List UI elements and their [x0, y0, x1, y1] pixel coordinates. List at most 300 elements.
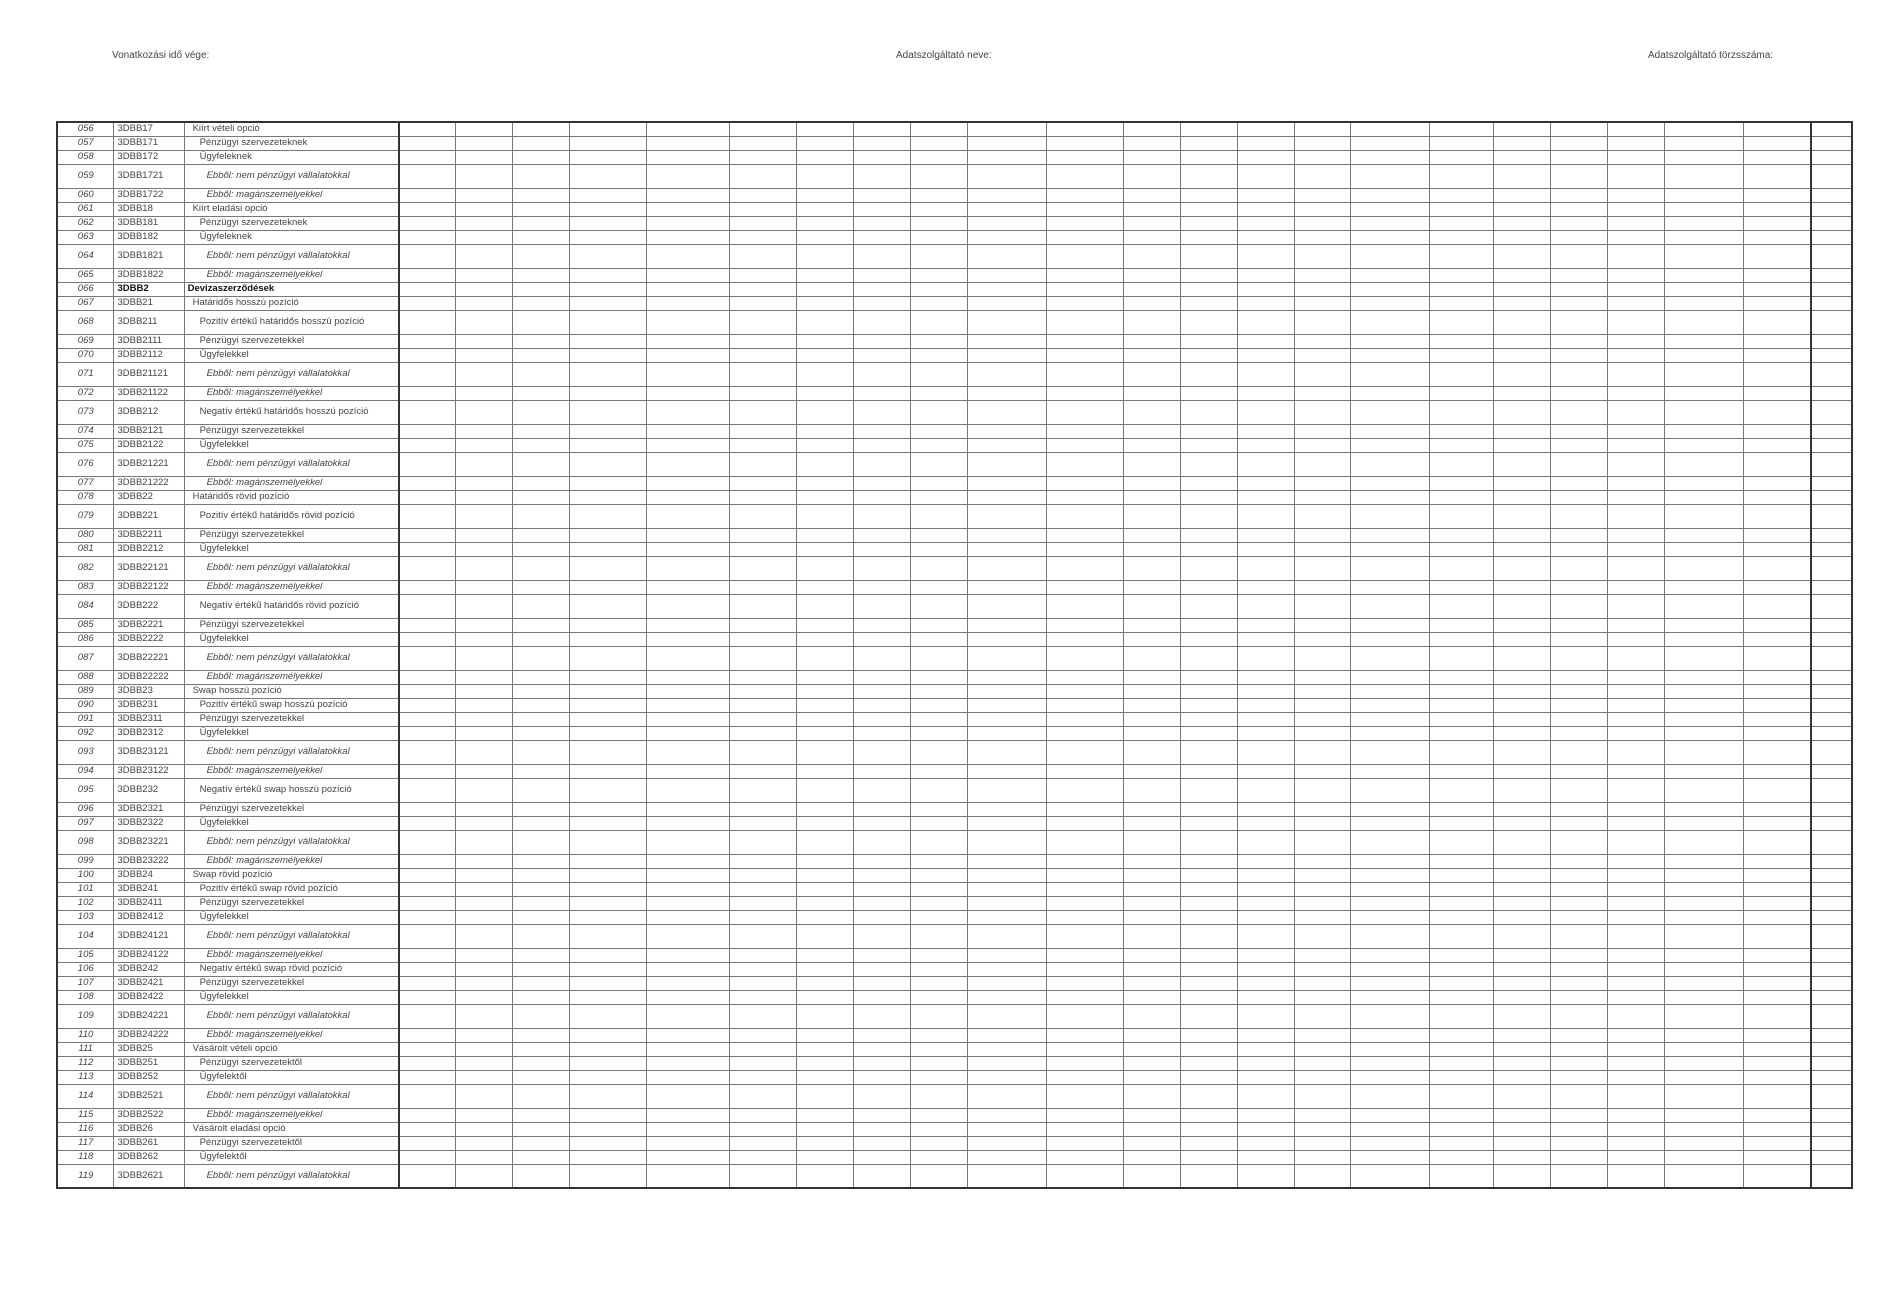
value-cell[interactable] [1607, 1004, 1664, 1028]
value-cell[interactable] [1430, 122, 1494, 136]
value-cell[interactable] [1294, 1084, 1351, 1108]
value-cell[interactable] [513, 670, 570, 684]
value-cell[interactable] [1550, 1070, 1607, 1084]
value-cell[interactable] [854, 1164, 911, 1188]
value-cell[interactable] [1664, 1108, 1743, 1122]
value-cell[interactable] [646, 712, 729, 726]
value-cell[interactable] [797, 188, 854, 202]
value-cell[interactable] [1607, 778, 1664, 802]
value-cell[interactable] [1743, 400, 1811, 424]
value-cell[interactable] [1743, 1122, 1811, 1136]
value-cell[interactable] [911, 1164, 968, 1188]
value-cell[interactable] [1550, 778, 1607, 802]
value-cell[interactable] [1180, 896, 1237, 910]
value-cell[interactable] [570, 334, 647, 348]
value-cell[interactable] [1123, 122, 1180, 136]
value-cell[interactable] [1493, 684, 1550, 698]
value-cell[interactable] [456, 504, 513, 528]
value-cell[interactable] [570, 1136, 647, 1150]
value-cell[interactable] [456, 1150, 513, 1164]
value-cell[interactable] [456, 882, 513, 896]
value-cell[interactable] [1664, 528, 1743, 542]
value-cell[interactable] [1664, 646, 1743, 670]
value-cell[interactable] [730, 400, 797, 424]
value-cell[interactable] [1607, 684, 1664, 698]
value-cell[interactable] [1351, 896, 1430, 910]
value-cell[interactable] [854, 712, 911, 726]
value-cell[interactable] [399, 490, 456, 504]
value-cell[interactable] [1237, 740, 1294, 764]
value-cell[interactable] [1123, 1108, 1180, 1122]
value-cell[interactable] [399, 948, 456, 962]
value-cell[interactable] [1743, 684, 1811, 698]
value-cell[interactable] [1493, 670, 1550, 684]
value-cell[interactable] [1294, 816, 1351, 830]
value-cell[interactable] [1550, 452, 1607, 476]
value-cell[interactable] [911, 896, 968, 910]
value-cell[interactable] [1743, 1042, 1811, 1056]
value-cell[interactable] [1811, 646, 1852, 670]
value-cell[interactable] [570, 386, 647, 400]
value-cell[interactable] [1237, 684, 1294, 698]
value-cell[interactable] [399, 670, 456, 684]
value-cell[interactable] [1237, 764, 1294, 778]
value-cell[interactable] [1493, 202, 1550, 216]
value-cell[interactable] [1550, 150, 1607, 164]
value-cell[interactable] [1743, 646, 1811, 670]
value-cell[interactable] [1294, 712, 1351, 726]
value-cell[interactable] [570, 244, 647, 268]
value-cell[interactable] [1351, 244, 1430, 268]
value-cell[interactable] [513, 1004, 570, 1028]
value-cell[interactable] [1607, 1056, 1664, 1070]
value-cell[interactable] [730, 816, 797, 830]
value-cell[interactable] [1180, 830, 1237, 854]
value-cell[interactable] [1811, 816, 1852, 830]
value-cell[interactable] [730, 202, 797, 216]
value-cell[interactable] [1493, 1070, 1550, 1084]
value-cell[interactable] [797, 542, 854, 556]
value-cell[interactable] [570, 868, 647, 882]
value-cell[interactable] [456, 868, 513, 882]
value-cell[interactable] [570, 136, 647, 150]
value-cell[interactable] [1811, 528, 1852, 542]
value-cell[interactable] [513, 296, 570, 310]
value-cell[interactable] [1664, 896, 1743, 910]
value-cell[interactable] [1493, 136, 1550, 150]
value-cell[interactable] [911, 712, 968, 726]
value-cell[interactable] [797, 268, 854, 282]
value-cell[interactable] [1493, 188, 1550, 202]
value-cell[interactable] [1811, 1084, 1852, 1108]
value-cell[interactable] [1180, 670, 1237, 684]
value-cell[interactable] [1123, 948, 1180, 962]
value-cell[interactable] [456, 764, 513, 778]
value-cell[interactable] [1664, 684, 1743, 698]
value-cell[interactable] [1664, 990, 1743, 1004]
value-cell[interactable] [513, 528, 570, 542]
value-cell[interactable] [1550, 476, 1607, 490]
value-cell[interactable] [797, 296, 854, 310]
value-cell[interactable] [513, 948, 570, 962]
value-cell[interactable] [968, 310, 1047, 334]
value-cell[interactable] [456, 684, 513, 698]
value-cell[interactable] [1180, 452, 1237, 476]
value-cell[interactable] [646, 1056, 729, 1070]
value-cell[interactable] [1550, 268, 1607, 282]
value-cell[interactable] [1430, 452, 1494, 476]
value-cell[interactable] [646, 868, 729, 882]
value-cell[interactable] [1811, 740, 1852, 764]
value-cell[interactable] [1811, 1056, 1852, 1070]
value-cell[interactable] [1430, 1004, 1494, 1028]
value-cell[interactable] [1664, 1136, 1743, 1150]
value-cell[interactable] [1046, 452, 1123, 476]
value-cell[interactable] [730, 618, 797, 632]
value-cell[interactable] [1607, 1084, 1664, 1108]
value-cell[interactable] [1607, 490, 1664, 504]
value-cell[interactable] [1180, 310, 1237, 334]
value-cell[interactable] [1180, 1136, 1237, 1150]
value-cell[interactable] [911, 452, 968, 476]
value-cell[interactable] [730, 188, 797, 202]
value-cell[interactable] [1237, 670, 1294, 684]
value-cell[interactable] [854, 1004, 911, 1028]
value-cell[interactable] [1664, 632, 1743, 646]
value-cell[interactable] [1493, 698, 1550, 712]
value-cell[interactable] [1430, 1084, 1494, 1108]
value-cell[interactable] [570, 296, 647, 310]
value-cell[interactable] [1811, 424, 1852, 438]
value-cell[interactable] [1743, 556, 1811, 580]
value-cell[interactable] [1237, 1108, 1294, 1122]
value-cell[interactable] [1493, 632, 1550, 646]
value-cell[interactable] [513, 1136, 570, 1150]
value-cell[interactable] [1493, 296, 1550, 310]
value-cell[interactable] [1430, 684, 1494, 698]
value-cell[interactable] [730, 556, 797, 580]
value-cell[interactable] [854, 670, 911, 684]
value-cell[interactable] [1123, 386, 1180, 400]
value-cell[interactable] [1550, 362, 1607, 386]
value-cell[interactable] [1550, 1108, 1607, 1122]
value-cell[interactable] [456, 632, 513, 646]
value-cell[interactable] [1493, 1004, 1550, 1028]
value-cell[interactable] [646, 646, 729, 670]
value-cell[interactable] [1743, 618, 1811, 632]
value-cell[interactable] [399, 816, 456, 830]
value-cell[interactable] [968, 962, 1047, 976]
value-cell[interactable] [1237, 504, 1294, 528]
value-cell[interactable] [1294, 542, 1351, 556]
value-cell[interactable] [730, 1084, 797, 1108]
value-cell[interactable] [456, 1108, 513, 1122]
value-cell[interactable] [1123, 268, 1180, 282]
value-cell[interactable] [456, 962, 513, 976]
value-cell[interactable] [1046, 976, 1123, 990]
value-cell[interactable] [399, 632, 456, 646]
value-cell[interactable] [854, 726, 911, 740]
value-cell[interactable] [911, 400, 968, 424]
value-cell[interactable] [1607, 528, 1664, 542]
value-cell[interactable] [1550, 296, 1607, 310]
value-cell[interactable] [1664, 962, 1743, 976]
value-cell[interactable] [1607, 424, 1664, 438]
value-cell[interactable] [968, 1122, 1047, 1136]
value-cell[interactable] [646, 764, 729, 778]
value-cell[interactable] [570, 202, 647, 216]
value-cell[interactable] [911, 1056, 968, 1070]
value-cell[interactable] [1237, 726, 1294, 740]
value-cell[interactable] [730, 594, 797, 618]
value-cell[interactable] [968, 740, 1047, 764]
value-cell[interactable] [1607, 244, 1664, 268]
value-cell[interactable] [797, 632, 854, 646]
value-cell[interactable] [797, 528, 854, 542]
value-cell[interactable] [1123, 764, 1180, 778]
value-cell[interactable] [1351, 990, 1430, 1004]
value-cell[interactable] [968, 684, 1047, 698]
value-cell[interactable] [1237, 268, 1294, 282]
value-cell[interactable] [730, 896, 797, 910]
value-cell[interactable] [1550, 740, 1607, 764]
value-cell[interactable] [513, 1070, 570, 1084]
value-cell[interactable] [1351, 1084, 1430, 1108]
value-cell[interactable] [456, 150, 513, 164]
value-cell[interactable] [1811, 1136, 1852, 1150]
value-cell[interactable] [854, 1084, 911, 1108]
value-cell[interactable] [1046, 490, 1123, 504]
value-cell[interactable] [1811, 268, 1852, 282]
value-cell[interactable] [1664, 580, 1743, 594]
value-cell[interactable] [1237, 528, 1294, 542]
value-cell[interactable] [1430, 556, 1494, 580]
value-cell[interactable] [1550, 924, 1607, 948]
value-cell[interactable] [1664, 816, 1743, 830]
value-cell[interactable] [968, 1084, 1047, 1108]
value-cell[interactable] [854, 230, 911, 244]
value-cell[interactable] [1180, 698, 1237, 712]
value-cell[interactable] [1180, 882, 1237, 896]
value-cell[interactable] [1351, 764, 1430, 778]
value-cell[interactable] [730, 164, 797, 188]
value-cell[interactable] [1180, 632, 1237, 646]
value-cell[interactable] [1607, 990, 1664, 1004]
value-cell[interactable] [854, 830, 911, 854]
value-cell[interactable] [1046, 632, 1123, 646]
value-cell[interactable] [1294, 476, 1351, 490]
value-cell[interactable] [1180, 990, 1237, 1004]
value-cell[interactable] [1351, 1136, 1430, 1150]
value-cell[interactable] [968, 556, 1047, 580]
value-cell[interactable] [456, 542, 513, 556]
value-cell[interactable] [1351, 348, 1430, 362]
value-cell[interactable] [797, 1070, 854, 1084]
value-cell[interactable] [1607, 1028, 1664, 1042]
value-cell[interactable] [456, 282, 513, 296]
value-cell[interactable] [1351, 868, 1430, 882]
value-cell[interactable] [1180, 216, 1237, 230]
value-cell[interactable] [1046, 244, 1123, 268]
value-cell[interactable] [570, 216, 647, 230]
value-cell[interactable] [1180, 726, 1237, 740]
value-cell[interactable] [1046, 1108, 1123, 1122]
value-cell[interactable] [646, 476, 729, 490]
value-cell[interactable] [1493, 1056, 1550, 1070]
value-cell[interactable] [1046, 670, 1123, 684]
value-cell[interactable] [730, 830, 797, 854]
value-cell[interactable] [1294, 556, 1351, 580]
value-cell[interactable] [911, 476, 968, 490]
value-cell[interactable] [1811, 962, 1852, 976]
value-cell[interactable] [1743, 1028, 1811, 1042]
value-cell[interactable] [570, 230, 647, 244]
value-cell[interactable] [968, 726, 1047, 740]
value-cell[interactable] [1743, 764, 1811, 778]
value-cell[interactable] [1607, 976, 1664, 990]
value-cell[interactable] [646, 1070, 729, 1084]
value-cell[interactable] [730, 684, 797, 698]
value-cell[interactable] [646, 400, 729, 424]
value-cell[interactable] [1743, 698, 1811, 712]
value-cell[interactable] [968, 202, 1047, 216]
value-cell[interactable] [730, 504, 797, 528]
value-cell[interactable] [513, 868, 570, 882]
value-cell[interactable] [968, 438, 1047, 452]
value-cell[interactable] [646, 854, 729, 868]
value-cell[interactable] [646, 150, 729, 164]
value-cell[interactable] [797, 740, 854, 764]
value-cell[interactable] [1664, 476, 1743, 490]
value-cell[interactable] [968, 362, 1047, 386]
value-cell[interactable] [1664, 740, 1743, 764]
value-cell[interactable] [911, 962, 968, 976]
value-cell[interactable] [1294, 504, 1351, 528]
value-cell[interactable] [646, 802, 729, 816]
value-cell[interactable] [1430, 310, 1494, 334]
value-cell[interactable] [1811, 202, 1852, 216]
value-cell[interactable] [570, 1070, 647, 1084]
value-cell[interactable] [854, 556, 911, 580]
value-cell[interactable] [1811, 924, 1852, 948]
value-cell[interactable] [513, 230, 570, 244]
value-cell[interactable] [1237, 438, 1294, 452]
value-cell[interactable] [1664, 334, 1743, 348]
value-cell[interactable] [399, 684, 456, 698]
value-cell[interactable] [1237, 868, 1294, 882]
value-cell[interactable] [1180, 802, 1237, 816]
value-cell[interactable] [1550, 816, 1607, 830]
value-cell[interactable] [1237, 334, 1294, 348]
value-cell[interactable] [646, 740, 729, 764]
value-cell[interactable] [1237, 1042, 1294, 1056]
value-cell[interactable] [646, 282, 729, 296]
value-cell[interactable] [1550, 230, 1607, 244]
value-cell[interactable] [968, 542, 1047, 556]
value-cell[interactable] [513, 334, 570, 348]
value-cell[interactable] [570, 504, 647, 528]
value-cell[interactable] [1180, 1042, 1237, 1056]
value-cell[interactable] [1811, 1070, 1852, 1084]
value-cell[interactable] [1664, 282, 1743, 296]
value-cell[interactable] [1351, 594, 1430, 618]
value-cell[interactable] [1550, 1136, 1607, 1150]
value-cell[interactable] [1493, 1122, 1550, 1136]
value-cell[interactable] [570, 542, 647, 556]
value-cell[interactable] [399, 1150, 456, 1164]
value-cell[interactable] [1493, 868, 1550, 882]
value-cell[interactable] [1430, 910, 1494, 924]
value-cell[interactable] [456, 580, 513, 594]
value-cell[interactable] [1743, 1056, 1811, 1070]
value-cell[interactable] [399, 282, 456, 296]
value-cell[interactable] [1351, 136, 1430, 150]
value-cell[interactable] [797, 164, 854, 188]
value-cell[interactable] [1607, 882, 1664, 896]
value-cell[interactable] [1430, 1122, 1494, 1136]
value-cell[interactable] [513, 310, 570, 334]
value-cell[interactable] [1493, 830, 1550, 854]
value-cell[interactable] [1180, 490, 1237, 504]
value-cell[interactable] [911, 1122, 968, 1136]
value-cell[interactable] [1664, 948, 1743, 962]
value-cell[interactable] [968, 296, 1047, 310]
value-cell[interactable] [1294, 452, 1351, 476]
value-cell[interactable] [1123, 740, 1180, 764]
value-cell[interactable] [730, 334, 797, 348]
value-cell[interactable] [1430, 348, 1494, 362]
value-cell[interactable] [1664, 216, 1743, 230]
value-cell[interactable] [730, 136, 797, 150]
value-cell[interactable] [1430, 230, 1494, 244]
value-cell[interactable] [1046, 1084, 1123, 1108]
value-cell[interactable] [1550, 618, 1607, 632]
value-cell[interactable] [1743, 924, 1811, 948]
value-cell[interactable] [911, 990, 968, 1004]
value-cell[interactable] [399, 1056, 456, 1070]
value-cell[interactable] [1743, 424, 1811, 438]
value-cell[interactable] [1743, 882, 1811, 896]
value-cell[interactable] [1294, 164, 1351, 188]
value-cell[interactable] [1123, 334, 1180, 348]
value-cell[interactable] [911, 334, 968, 348]
value-cell[interactable] [854, 136, 911, 150]
value-cell[interactable] [797, 362, 854, 386]
value-cell[interactable] [399, 244, 456, 268]
value-cell[interactable] [1493, 778, 1550, 802]
value-cell[interactable] [1430, 216, 1494, 230]
value-cell[interactable] [730, 1070, 797, 1084]
value-cell[interactable] [456, 778, 513, 802]
value-cell[interactable] [1607, 868, 1664, 882]
value-cell[interactable] [854, 1028, 911, 1042]
value-cell[interactable] [456, 528, 513, 542]
value-cell[interactable] [1351, 528, 1430, 542]
value-cell[interactable] [1607, 542, 1664, 556]
value-cell[interactable] [513, 910, 570, 924]
value-cell[interactable] [1664, 136, 1743, 150]
value-cell[interactable] [1493, 882, 1550, 896]
value-cell[interactable] [968, 990, 1047, 1004]
value-cell[interactable] [513, 830, 570, 854]
value-cell[interactable] [570, 854, 647, 868]
value-cell[interactable] [1811, 188, 1852, 202]
value-cell[interactable] [1664, 670, 1743, 684]
value-cell[interactable] [1493, 764, 1550, 778]
value-cell[interactable] [1180, 740, 1237, 764]
value-cell[interactable] [513, 348, 570, 362]
value-cell[interactable] [1811, 122, 1852, 136]
